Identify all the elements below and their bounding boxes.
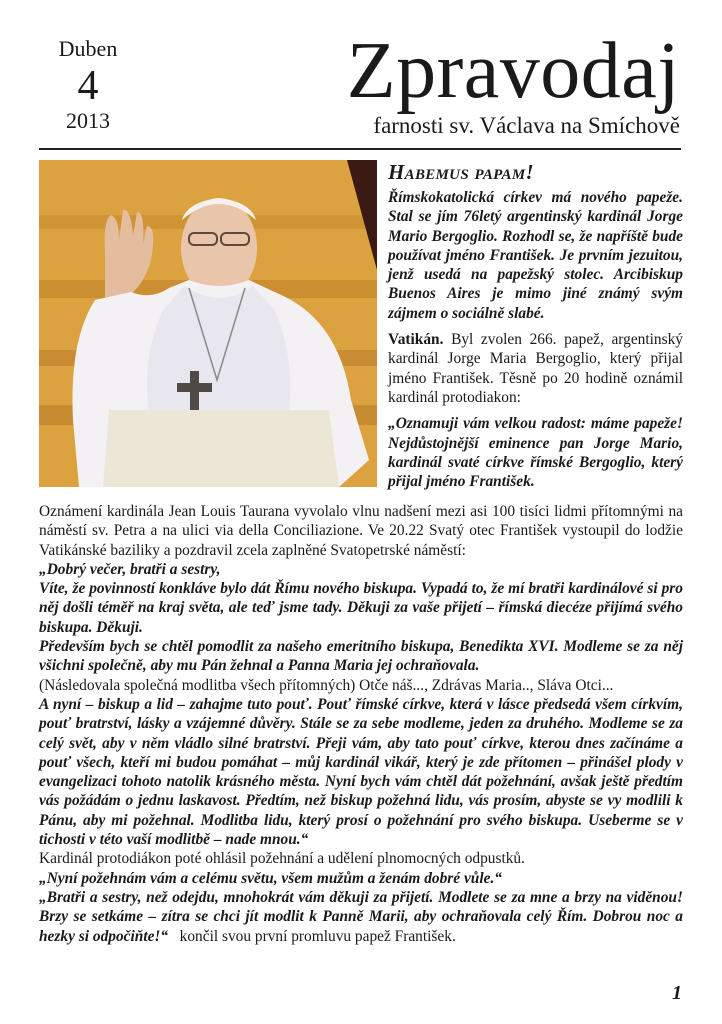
issue-year: 2013	[66, 108, 110, 133]
article-lead: Římskokatolická církev má nového papeže. Stal se jím 76letý argentinský kardinál Jorge Mario Bergoglio. Rozhodl se, že napříště bude používat jméno František. Je prvním jezuitou, jenž usedá na papežský stolec. Arcibiskup Buenos Aires je mimo jiné známý svým zájmem o sociálně slabé.	[388, 189, 683, 322]
body-paragraph: (Následovala společná modlitba všech přítomných) Otče náš..., Zdrávas Maria.., Sláva Otci...	[39, 676, 614, 694]
body-paragraph: Oznámení kardinála Jean Louis Taurana vyvolalo vlnu nadšení mezi asi 100 tisíci lidmi přítomnými na náměstí sv. Petra a na ulici via della Conciliazione. Ve 20.22 Svatý otec František vystoupil do lodžie Vatikánské baziliky a pozdravil zcela zaplněné Svatopetrské náměstí:	[39, 503, 683, 559]
newsletter-subtitle: farnosti sv. Václava na Smíchově	[373, 113, 680, 138]
article-top-column	[388, 160, 683, 491]
issue-month: Duben	[58, 36, 118, 61]
article-body	[39, 502, 683, 946]
speech-paragraph: A nyní – biskup a lid – zahajme tuto pouť. Pouť římské církve, která v lásce předsedá všem církvím, pouť bratrství, lásky a vzájemné důvěry. Stále se za sebe modleme, jeden za druhého. Modleme se za celý svět, aby v něm vládlo silné bratrství. Přeji vám, aby tato pouť církve, kterou dnes začínáme a pouť všech, kteří mi budou pomáhat – můj kardinál vikář, který je zde přítomen – přinášel plody v evangelizaci tohoto natolik krásného města. Nyní bych vám chtěl dát požehnání, avšak ještě předtím vás požádám o jednu laskavost. Předtím, než biskup požehná lidu, vás prosím, abyste se vy modlili k Pánu, aby mi požehnal. Modlitba lidu, který prosí o požehnání pro svého biskupa. Useberme se v tichosti v této vaší modlitbě – nade mnou.“	[39, 695, 683, 849]
announcement-quote: „Oznamuji vám velkou radost: máme papeže! Nejdůstojnější eminence pan Jorge Mario, kardinál svaté církve římské Bergoglio, který přijal jméno František.	[388, 415, 683, 491]
issue-number: 4	[77, 63, 99, 109]
pope-photo	[39, 160, 377, 487]
blessing-quote: „Nyní požehnám vám a celému světu, všem mužům a ženám dobré vůle.“	[39, 869, 502, 887]
article-dateline: Vatikán.	[388, 331, 444, 349]
speech-paragraph: Víte, že povinností konkláve bylo dát Římu nového biskupa. Vypadá to, že mí bratři kardinálové si pro něj došli téměř na kraj světa, ale teď jsme tady. Děkuji za vaše přijetí – římská diecéze přijímá svého biskupa. Děkuji.	[39, 580, 683, 636]
article-intro-text: Byl zvolen 266. papež, argentinský kardinál Jorge Maria Bergoglio, který přijal jméno František. Těsně po 20 hodině oznámil kardinál protodiakon:	[388, 331, 683, 406]
pope-photo-illustration	[39, 160, 377, 487]
header-divider	[39, 148, 681, 150]
article-headline: Habemus papam!	[388, 160, 534, 184]
farewell-quote: „Bratři a sestry, než odejdu, mnohokrát vám děkuji za přijetí. Modlete se za mne a brzy na viděnou! Brzy se setkáme – zítra se chci jít modlit k Panně Marii, aby ochraňovala celý Řím. Dobrou noc a hezky si odpočiňte!“	[39, 888, 683, 945]
body-paragraph: Kardinál protodiákon poté ohlásil požehnání a udělení plnomocných odpustků.	[39, 850, 525, 868]
page-number: 1	[672, 982, 682, 1004]
issue-info	[40, 36, 136, 134]
closing-attribution: končil svou první promluvu papež František.	[179, 927, 456, 945]
newsletter-title: Zpravodaj	[346, 27, 680, 115]
speech-greeting: „Dobrý večer, bratři a sestry,	[39, 560, 221, 578]
closing-paragraph	[39, 888, 683, 946]
speech-paragraph: Především bych se chtěl pomodlit za našeho emeritního biskupa, Benedikta XVI. Modleme se za něj všichni společně, aby mu Pán žehnal a Panna Maria jej ochraňovala.	[39, 638, 683, 675]
article-intro	[388, 330, 683, 407]
